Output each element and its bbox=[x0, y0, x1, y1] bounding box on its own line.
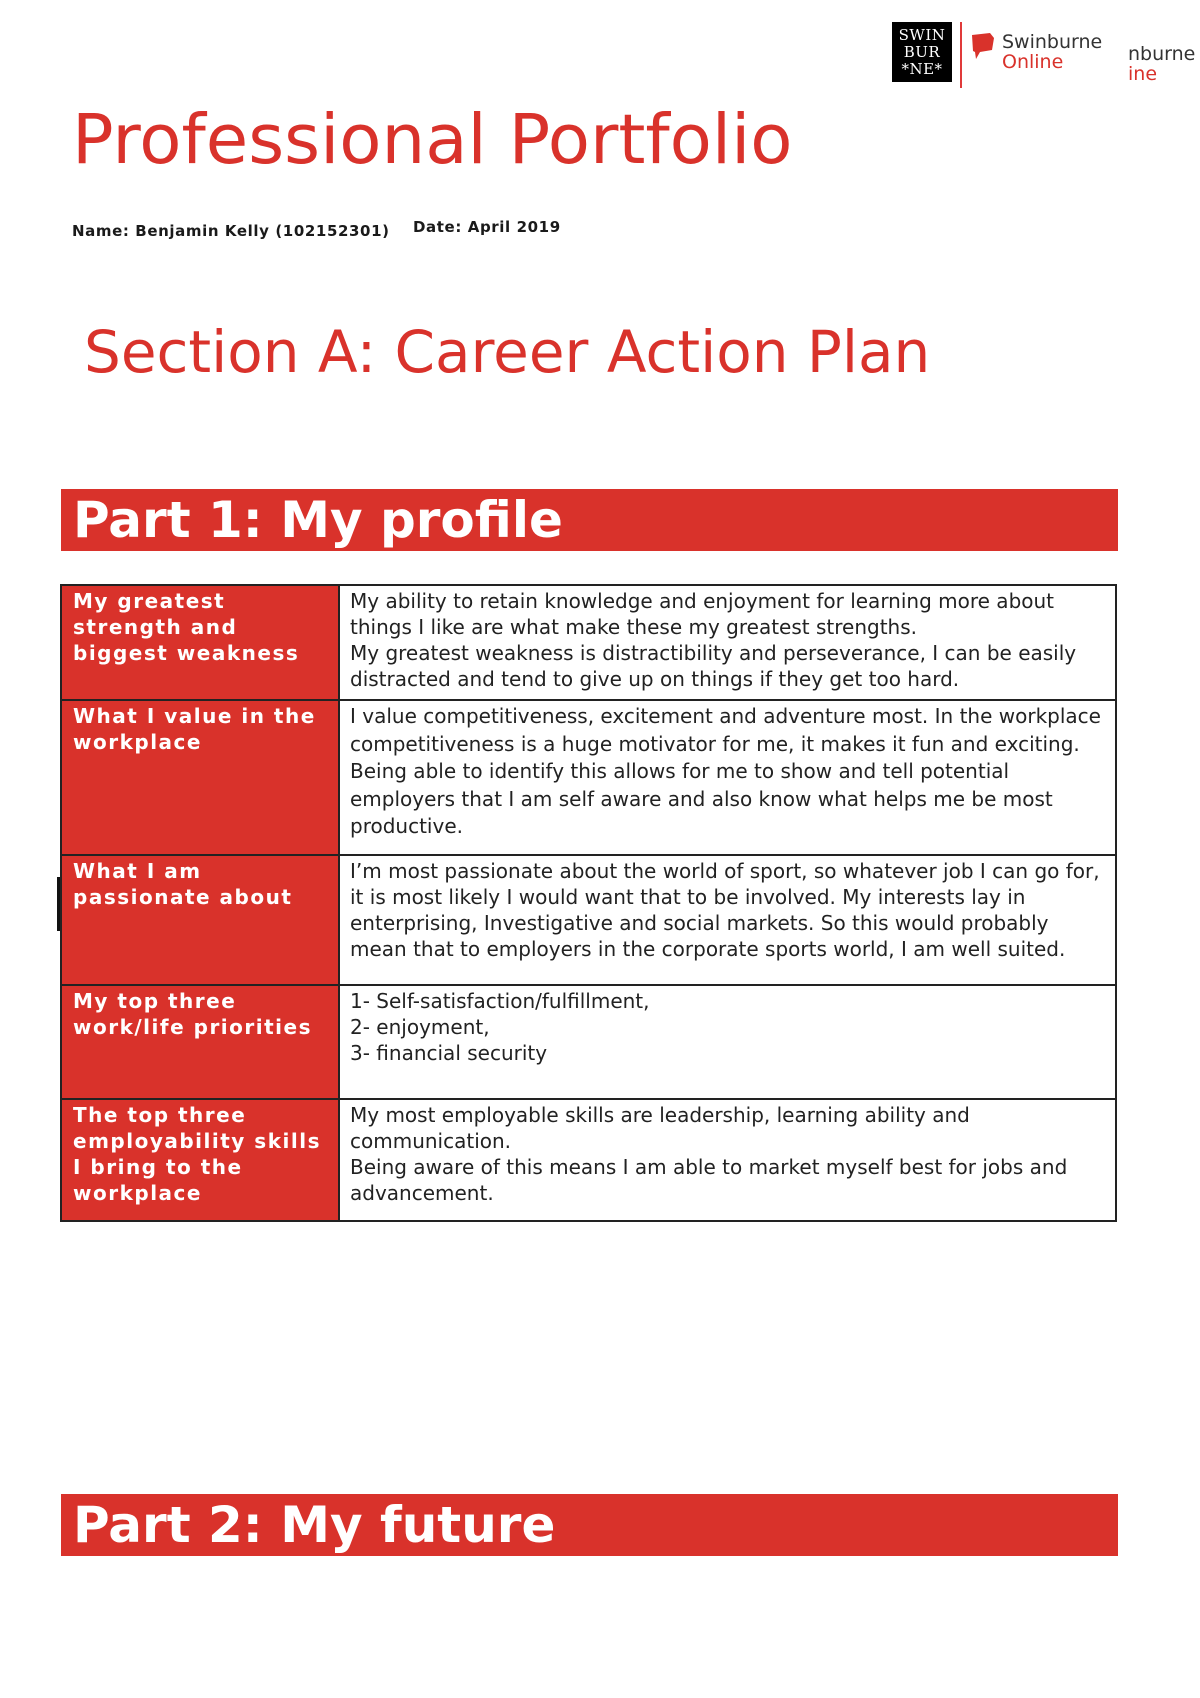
table-row bbox=[61, 855, 1116, 985]
logo-divider bbox=[960, 22, 962, 88]
row-label: My top three work/life priorities bbox=[61, 985, 339, 1099]
section-title: Section A: Career Action Plan bbox=[84, 318, 931, 386]
logo-brand-line-1: Swinburne bbox=[1002, 31, 1103, 53]
row-paragraph: I’m most passionate about the world of sport, so whatever job I can go for, it is most likely I would want that to be involved. My interests lay in enterprising, Investigative and social markets. So this would probably mean that to employers in the corporate sports world, I am well suited. bbox=[350, 859, 1100, 961]
page-title: Professional Portfolio bbox=[72, 100, 793, 180]
row-paragraph: I value competitiveness, excitement and adventure most. In the workplace competitiveness is a huge motivator for me, it makes it fun and exciting. Being able to identify this allows for me to show and tell potential employers that I am self aware and also know what helps me be most productive. bbox=[350, 704, 1101, 838]
document-date: Date: April 2019 bbox=[413, 218, 561, 236]
part2-heading: Part 2: My future bbox=[61, 1494, 1118, 1556]
swinburne-online-mark bbox=[970, 32, 1102, 72]
logo-box-line-1: SWIN bbox=[898, 25, 946, 44]
row-label: My greatest strength and biggest weakness bbox=[61, 585, 339, 700]
cropped-logo-line-1: nburne bbox=[1128, 43, 1196, 65]
row-value bbox=[339, 1099, 1116, 1221]
row-value bbox=[339, 985, 1116, 1099]
table-row bbox=[61, 1099, 1116, 1221]
row-value bbox=[339, 855, 1116, 985]
part1-heading: Part 1: My profile bbox=[61, 489, 1118, 551]
cropped-logo-duplicate bbox=[1128, 44, 1195, 84]
student-name: Name: Benjamin Kelly (102152301) bbox=[72, 222, 390, 240]
profile-table bbox=[60, 584, 1117, 1222]
swinburne-speech-flag-icon bbox=[970, 32, 996, 60]
row-paragraph: 2- enjoyment, bbox=[350, 1015, 490, 1039]
swinburne-logo bbox=[892, 22, 1102, 88]
swinburne-wordmark-box bbox=[892, 22, 952, 82]
table-row bbox=[61, 700, 1116, 855]
row-value bbox=[339, 585, 1116, 700]
row-paragraph: Being aware of this means I am able to market myself best for jobs and advancement. bbox=[350, 1155, 1068, 1205]
row-paragraph: 3- financial security bbox=[350, 1041, 548, 1065]
cropped-logo-line-2: ine bbox=[1128, 63, 1158, 85]
logo-box-line-2: BUR bbox=[903, 42, 941, 61]
table-row bbox=[61, 985, 1116, 1099]
row-paragraph: My most employable skills are leadership, learning ability and communication. bbox=[350, 1103, 970, 1153]
row-label: The top three employability skills I bring to the workplace bbox=[61, 1099, 339, 1221]
row-paragraph: 1- Self-satisfaction/fulfillment, bbox=[350, 989, 650, 1013]
logo-brand-line-2: Online bbox=[1002, 51, 1064, 73]
table-row bbox=[61, 585, 1116, 700]
row-paragraph: My greatest weakness is distractibility and perseverance, I can be easily distracted and tend to give up on things if they get too hard. bbox=[350, 641, 1077, 691]
row-label: What I am passionate about bbox=[61, 855, 339, 985]
row-value bbox=[339, 700, 1116, 855]
row-label: What I value in the workplace bbox=[61, 700, 339, 855]
row-paragraph: My ability to retain knowledge and enjoyment for learning more about things I like are what make these my greatest strengths. bbox=[350, 589, 1055, 639]
logo-box-line-3: *NE* bbox=[901, 59, 943, 78]
